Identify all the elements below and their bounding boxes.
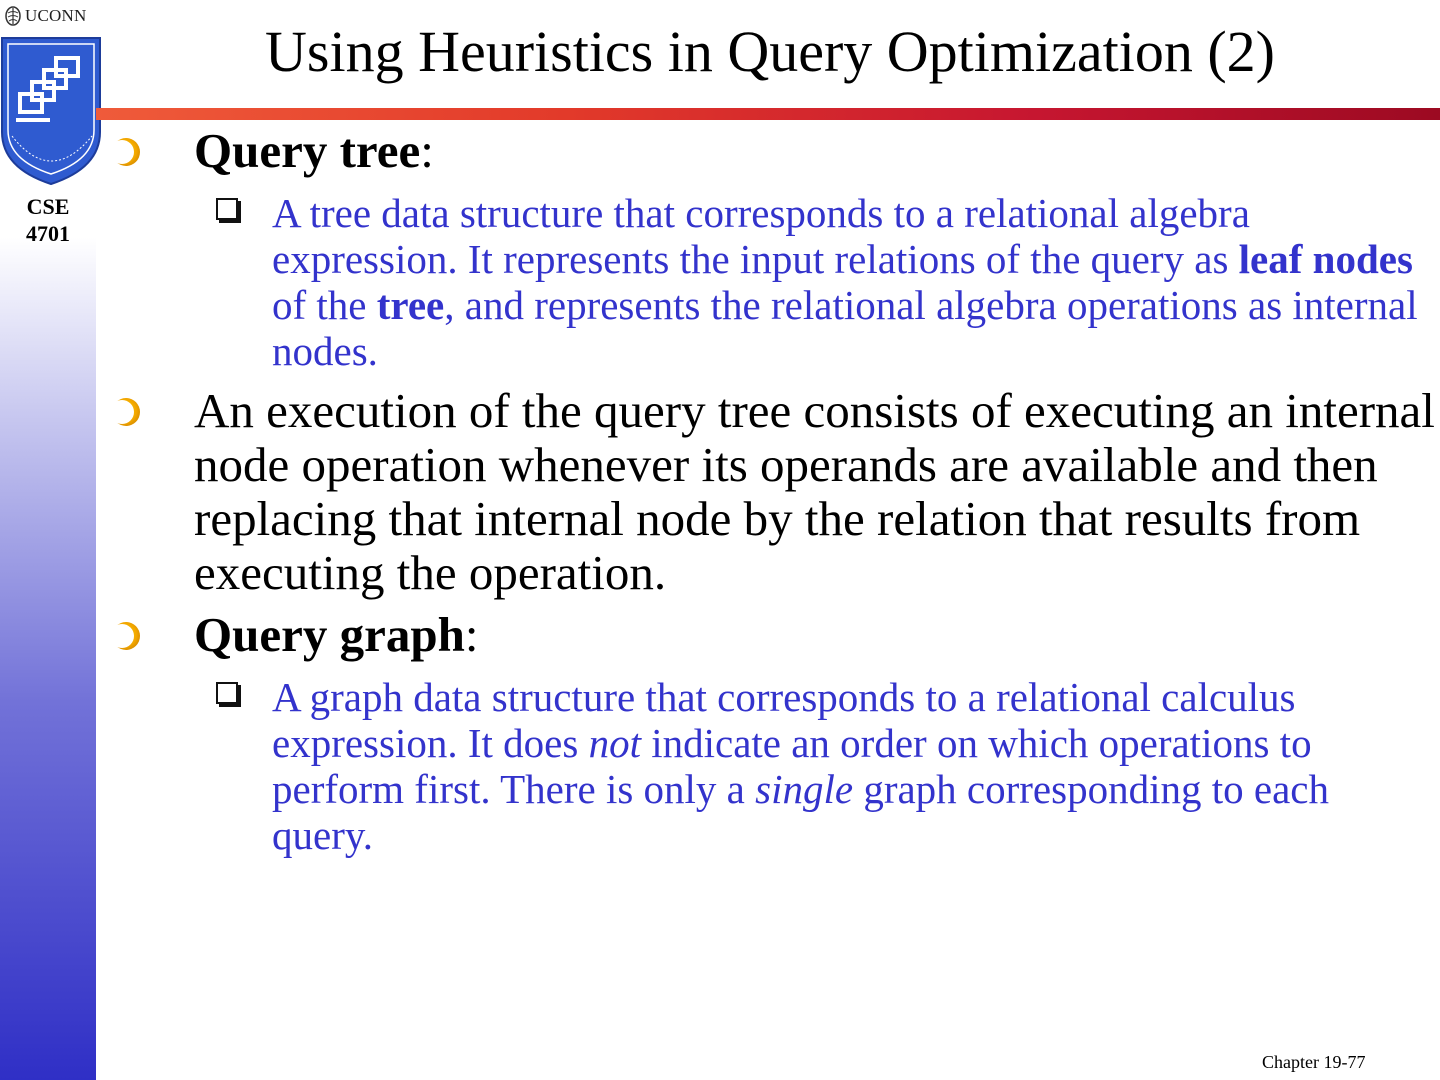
- definition-bold-leaf-nodes: leaf nodes: [1238, 236, 1413, 282]
- bullet-query-tree-heading: Query tree: [194, 123, 421, 178]
- square-bullet-icon: [216, 682, 238, 704]
- bullet-query-tree: [110, 124, 1435, 178]
- bullet-query-graph-colon: :: [464, 607, 479, 662]
- uconn-text: UCONN: [25, 6, 87, 25]
- definition-text-3: , and represents the relational algebra operations as internal nodes.: [272, 282, 1418, 374]
- graph-text-3: graph corresponding to each query.: [272, 766, 1329, 858]
- sub-bullet-query-graph-definition: [272, 674, 1435, 858]
- bullet-query-graph-heading: Query graph: [194, 607, 465, 662]
- bullet-query-tree-colon: :: [420, 123, 434, 178]
- course-code: [0, 193, 96, 247]
- chapter-page-number: Chapter 19-77: [1262, 1052, 1366, 1072]
- slide-title: Using Heuristics in Query Optimization (2): [265, 19, 1275, 84]
- sub-bullet-query-tree-definition: [272, 190, 1435, 374]
- course-line-2: 4701: [26, 221, 70, 246]
- course-line-1: CSE: [26, 194, 70, 219]
- square-bullet-icon: [216, 198, 238, 220]
- circle-bullet-icon: [112, 622, 140, 650]
- bullet-execution-text: An execution of the query tree consists of executing an internal node operation whenever its operands are available and then replacing that internal node by the relation that results from executing the operation.: [194, 383, 1435, 600]
- uconn-seal-icon: [4, 5, 22, 27]
- graph-text-2: indicate an order on which operations to perform first. There is only a: [272, 720, 1312, 812]
- circle-bullet-icon: [112, 398, 140, 426]
- department-logo-icon: [0, 36, 102, 186]
- title-divider: [96, 108, 1440, 120]
- graph-text-1: A graph data structure that corresponds to a relational calculus expression. It does: [272, 674, 1296, 766]
- circle-bullet-icon: [112, 138, 140, 166]
- slide-content: [110, 124, 1435, 858]
- definition-text-2: of the: [272, 282, 377, 328]
- graph-italic-not: not: [588, 720, 641, 766]
- graph-italic-single: single: [755, 766, 854, 812]
- bullet-query-graph: [110, 608, 1435, 662]
- definition-text-1: A tree data structure that corresponds to a relational algebra expression. It represents the input relations of the query as: [272, 190, 1250, 282]
- bullet-execution: [110, 384, 1435, 600]
- definition-bold-tree: tree: [376, 282, 445, 328]
- uconn-branding: [4, 4, 100, 28]
